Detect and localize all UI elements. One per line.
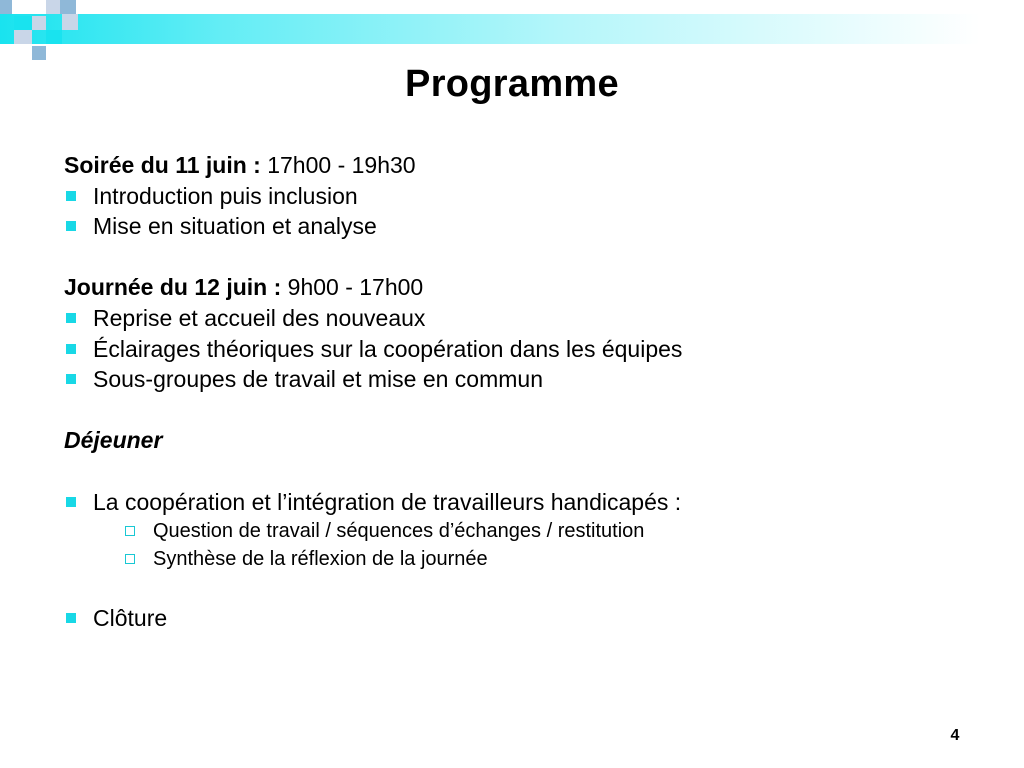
list-item — [64, 211, 964, 242]
list-item-text: Éclairages théoriques sur la coopération dans les équipes — [93, 335, 683, 362]
deco-square — [14, 30, 32, 44]
square-bullet-icon — [66, 344, 76, 354]
hollow-square-bullet-icon — [125, 526, 135, 536]
day-line — [64, 272, 964, 303]
lunch-label: Déjeuner — [64, 427, 163, 454]
deco-square — [62, 14, 78, 30]
header-gradient-band — [0, 14, 1024, 44]
square-bullet-icon — [66, 221, 76, 231]
square-bullet-icon — [66, 613, 76, 623]
evening-line — [64, 150, 964, 181]
deco-square — [0, 0, 12, 14]
deco-square — [32, 16, 46, 30]
hollow-square-bullet-icon — [125, 554, 135, 564]
list-item-text: Clôture — [93, 605, 168, 632]
page-number: 4 — [950, 727, 960, 744]
deco-square — [14, 16, 32, 30]
list-item-text: Mise en situation et analyse — [93, 213, 377, 240]
deco-square — [46, 30, 62, 44]
sub-list-item — [64, 545, 964, 573]
list-item — [64, 181, 964, 212]
corner-decoration — [0, 0, 82, 66]
list-item-text: Introduction puis inclusion — [93, 182, 358, 209]
square-bullet-icon — [66, 374, 76, 384]
list-item — [64, 334, 964, 365]
square-bullet-icon — [66, 497, 76, 507]
list-item — [64, 487, 964, 518]
day-time: 9h00 - 17h00 — [281, 274, 424, 301]
sub-list-item-text: Synthèse de la réflexion de la journée — [153, 548, 488, 571]
sub-list-item — [64, 517, 964, 545]
spacer — [64, 242, 964, 273]
deco-square — [46, 0, 60, 14]
square-bullet-icon — [66, 191, 76, 201]
list-item-text: Sous-groupes de travail et mise en commun — [93, 366, 543, 393]
evening-time: 17h00 - 19h30 — [260, 152, 416, 178]
list-item — [64, 603, 964, 634]
list-item — [64, 303, 964, 334]
list-item-text: Reprise et accueil des nouveaux — [93, 304, 426, 331]
sub-list-item-text: Question de travail / séquences d’échanges / restitution — [153, 520, 645, 543]
programme-content — [64, 150, 964, 634]
evening-heading: Soirée du 11 juin : — [64, 152, 261, 178]
spacer — [64, 456, 964, 487]
spacer — [64, 395, 964, 426]
day-heading: Journée du 12 juin : — [64, 274, 282, 301]
deco-square — [60, 0, 76, 14]
square-bullet-icon — [66, 313, 76, 323]
deco-square — [32, 46, 46, 60]
list-item-text: La coopération et l’intégration de travailleurs handicapés : — [93, 488, 682, 515]
spacer — [64, 573, 964, 603]
list-item — [64, 364, 964, 395]
slide-title: Programme — [405, 63, 619, 105]
